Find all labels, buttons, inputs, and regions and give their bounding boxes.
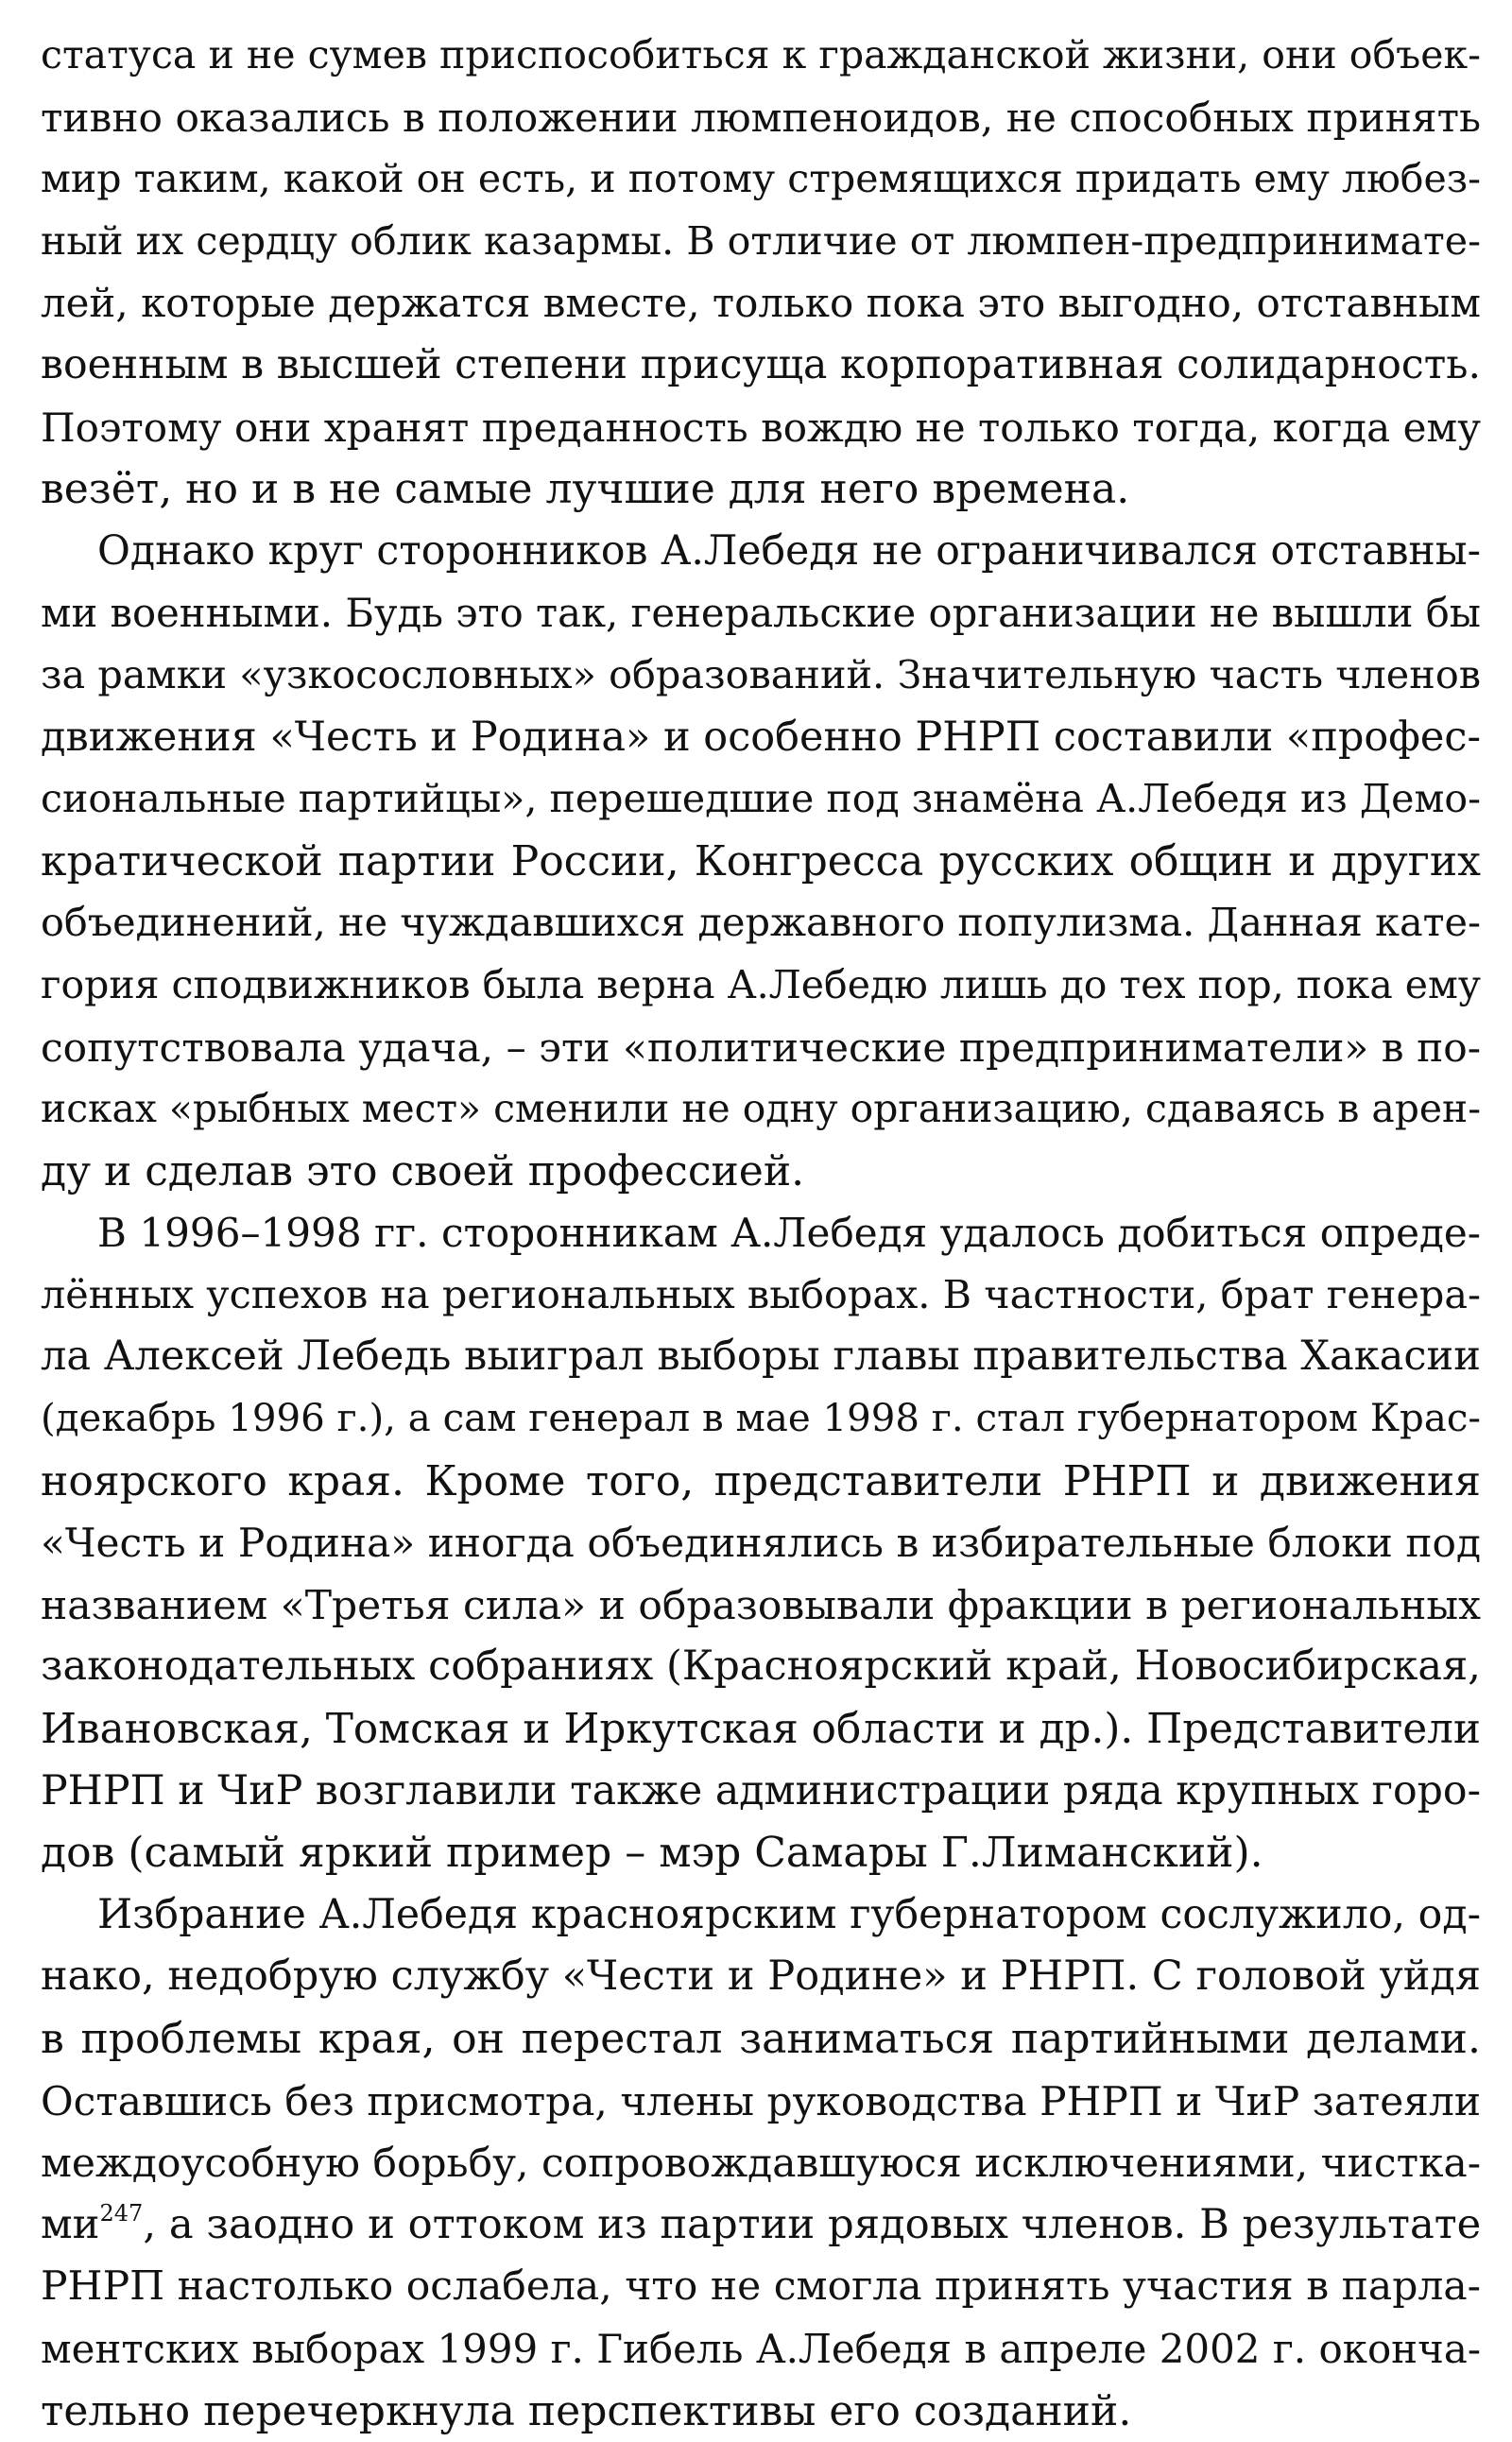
- text-line: нако, недобрую службу «Чести и Родине» и РНРП. С головой уйдя: [41, 1952, 1481, 2001]
- text-fragment: ми: [41, 2200, 100, 2248]
- document-page: [41, 25, 1481, 2442]
- text-line: ный их сердцу облик казармы. В отличие от люмпен-предпринимате-: [41, 217, 1481, 264]
- text-line-with-footnote: [41, 2194, 1481, 2257]
- text-line: в проблемы края, он перестал заниматься партийными делами.: [41, 2015, 1481, 2063]
- text-line: ментских выборах 1999 г. Гибель А.Лебедя в апреле 2002 г. оконча-: [41, 2325, 1481, 2372]
- text-line: Однако круг сторонников А.Лебедя не ограничивался отставны-: [97, 526, 1481, 575]
- text-line: междоусобную борьбу, сопровождавшуюся исключениями, чистка-: [41, 2140, 1481, 2187]
- text-line: ла Алексей Лебедь выиграл выборы главы правительства Хакасии: [41, 1333, 1481, 1381]
- text-line: В 1996–1998 гг. сторонникам А.Лебедя удалось добиться опреде-: [97, 1210, 1481, 1257]
- text-line: мир таким, какой он есть, и потому стремящихся придать ему любез-: [41, 156, 1481, 202]
- text-line: (декабрь 1996 г.), а сам генерал в мае 1998 г. стал губернатором Крас-: [41, 1397, 1481, 1441]
- text-line: ду и сделав это своей профессией.: [41, 1146, 805, 1195]
- paragraph-2: [41, 521, 1481, 1203]
- text-line: статуса и не сумев приспособиться к гражданской жизни, они объек-: [41, 32, 1481, 77]
- text-line: тивно оказались в положении люмпеноидов, не способных принять: [41, 94, 1481, 141]
- paragraph-3: [41, 1202, 1481, 1884]
- text-line: Поэтому они хранят преданность вождю не только тогда, когда ему: [41, 404, 1481, 451]
- text-line: Избрание А.Лебедя красноярским губернатором сослужило, од-: [97, 1890, 1481, 1938]
- text-line: движения «Честь и Родина» и особенно РНРП составили «профес-: [41, 713, 1481, 761]
- text-line: ми военными. Будь это так, генеральские организации не вышли бы: [41, 590, 1481, 637]
- text-line: законодательных собраниях (Красноярский край, Новосибирская,: [41, 1642, 1481, 1691]
- text-fragment: , а заодно и оттоком из партии рядовых членов. В результате: [143, 2200, 1481, 2248]
- text-line: ноярского края. Кроме того, представители РНРП и движения: [41, 1456, 1481, 1505]
- text-line: «Честь и Родина» иногда объединялись в избирательные блоки под: [41, 1520, 1481, 1567]
- text-line: везёт, но и в не самые лучшие для него времена.: [41, 465, 1130, 514]
- text-line: дов (самый яркий пример – мэр Самары Г.Лиманский).: [41, 1829, 1263, 1878]
- text-line: сиональные партийцы», перешедшие под знамёна А.Лебедя из Демо-: [41, 776, 1481, 822]
- paragraph-4: [41, 1884, 1481, 2442]
- text-line: Ивановская, Томская и Иркутская области и др.). Представители: [41, 1705, 1481, 1754]
- text-line: лённых успехов на региональных выборах. В частности, брат генера-: [41, 1271, 1481, 1317]
- text-line: названием «Третья сила» и образовывали фракции в региональных: [41, 1581, 1481, 1628]
- text-line: тельно перечеркнула перспективы его созданий.: [41, 2386, 1132, 2435]
- text-line: сопутствовала удача, – эти «политические предприниматели» в по-: [41, 1023, 1481, 1071]
- text-line: РНРП настолько ослабела, что не смогла принять участия в парла-: [41, 2263, 1481, 2311]
- text-line: военным в высшей степени присуща корпоративная солидарность.: [41, 340, 1481, 388]
- text-line: гория сподвижников была верна А.Лебедю лишь до тех пор, пока ему: [41, 961, 1481, 1007]
- text-line: исках «рыбных мест» сменили не одну организацию, сдаваясь в арен-: [41, 1086, 1481, 1132]
- paragraph-1: [41, 25, 1481, 521]
- text-line: за рамки «узкосословных» образований. Значительную часть членов: [41, 651, 1481, 697]
- text-line: кратической партии России, Конгресса русских общин и других: [41, 836, 1481, 886]
- footnote-reference: 247: [99, 2199, 144, 2227]
- text-line: РНРП и ЧиР возглавили также администрации ряда крупных горо-: [41, 1766, 1481, 1814]
- text-line: объединений, не чуждавшихся державного популизма. Данная кате-: [41, 900, 1481, 946]
- text-line: лей, которые держатся вместе, только пока это выгодно, отставным: [41, 280, 1481, 327]
- text-line: Оставшись без присмотра, члены руководства РНРП и ЧиР затеяли: [41, 2077, 1481, 2124]
